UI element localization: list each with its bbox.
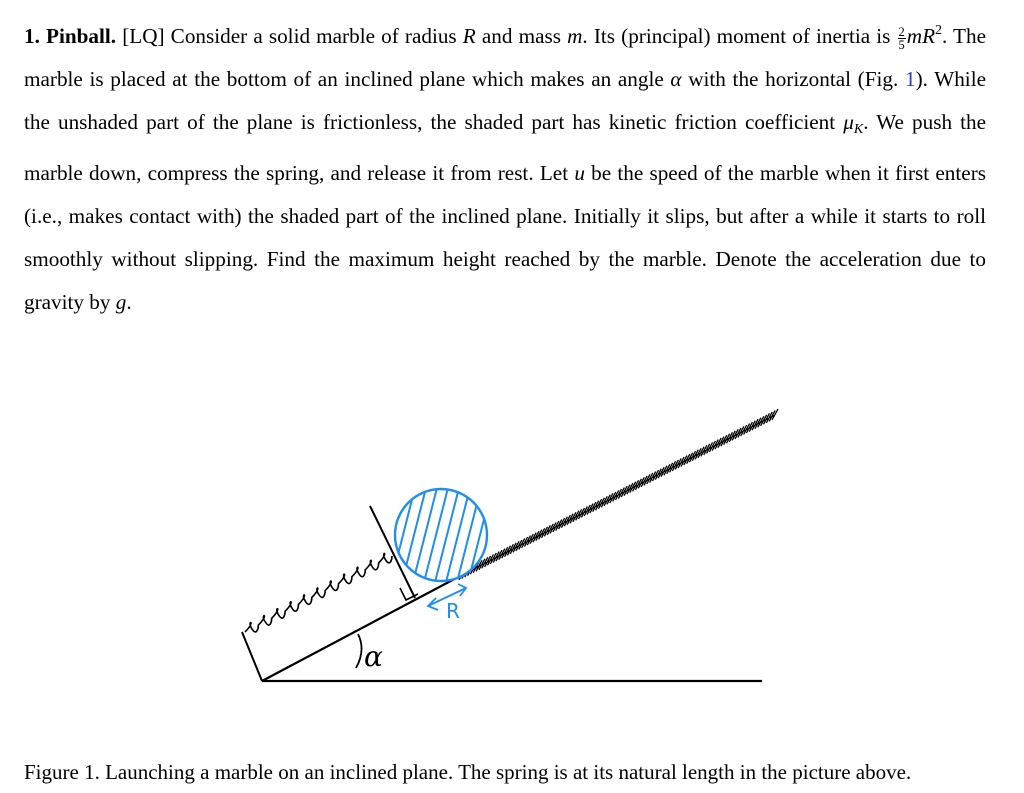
angle-arc bbox=[356, 634, 362, 668]
problem-statement bbox=[24, 9, 986, 324]
text-segment: . bbox=[126, 290, 132, 315]
text-segment: . Its (principal) moment of inertia is bbox=[582, 24, 897, 48]
marble bbox=[395, 489, 487, 581]
right-angle-marker bbox=[400, 588, 418, 600]
text-segment: ). While the unshaded part of the plane is frictionless, the shaded part has kinetic friction coefficient bbox=[24, 67, 986, 135]
text-segment: Consider a solid marble of radius bbox=[164, 24, 463, 48]
figure-reference-link[interactable]: 1 bbox=[904, 67, 916, 92]
radius-label: R bbox=[446, 599, 460, 623]
spring bbox=[245, 553, 392, 632]
friction-hatch-strokes bbox=[459, 409, 778, 580]
left-wall bbox=[242, 632, 262, 681]
angle-label: α bbox=[364, 640, 383, 673]
text-segment: . We push the marble down, compress the spring, and release it from rest. Let bbox=[24, 110, 987, 185]
problem-tag: [LQ] bbox=[122, 24, 165, 48]
problem-number: 1. bbox=[24, 24, 40, 48]
problem-title: Pinball. bbox=[46, 24, 117, 48]
shaded-friction-region bbox=[459, 409, 778, 580]
math-mR: mR bbox=[906, 24, 936, 48]
math-subscript-K: K bbox=[853, 122, 864, 138]
fraction-denominator: 5 bbox=[898, 38, 905, 52]
fraction-numerator: 2 bbox=[898, 25, 905, 39]
math-u: u bbox=[574, 160, 585, 185]
fraction-two-fifths bbox=[898, 26, 906, 51]
figure-caption: Figure 1. Launching a marble on an inclined plane. The spring is at its natural length in the picture above. bbox=[24, 760, 912, 784]
math-alpha: α bbox=[670, 67, 682, 92]
text-segment: and mass bbox=[475, 24, 568, 48]
incline-line bbox=[262, 575, 462, 681]
text-segment: with the horizontal (Fig. bbox=[681, 67, 905, 92]
math-g: g bbox=[115, 290, 127, 315]
math-mu: μ bbox=[843, 110, 854, 135]
math-R: R bbox=[462, 24, 476, 48]
text-segment: be the speed of the marble when it first enters (i.e., makes contact with) the shaded part of the inclined plane. Initially it slips, but after a while it starts to roll smoothly without slipping. Find the maximum height reached by the marble. Denote the acceleration due to gravity by bbox=[24, 160, 986, 315]
math-m: m bbox=[567, 24, 583, 48]
figure-drawing bbox=[0, 370, 1024, 700]
text-segment: . The marble is placed at the bottom of an inclined plane which makes an angle bbox=[24, 24, 986, 92]
figure-inclined-plane bbox=[0, 370, 1024, 700]
math-exponent: 2 bbox=[935, 23, 943, 38]
